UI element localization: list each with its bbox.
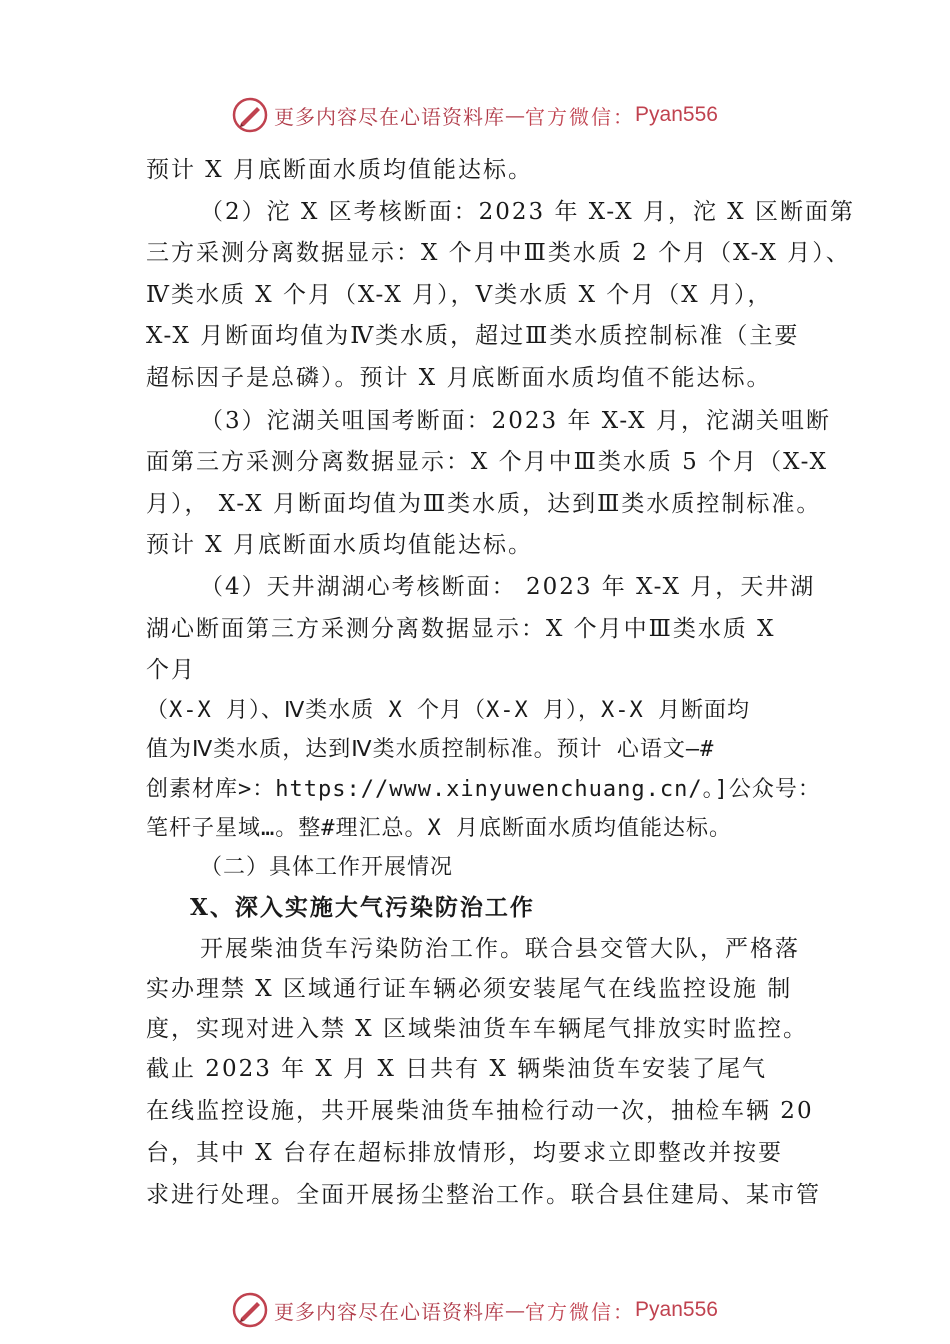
header-watermark-banner — [0, 95, 950, 135]
banner-brand-text: 更多内容尽在心语资料库 — [274, 104, 506, 129]
text-line: （4）天井湖湖心考核断面： 2023 年 X-X 月，天井湖 — [200, 574, 816, 600]
text-line: 台，其中 X 台存在超标排放情形，均要求立即整改并按要 — [146, 1140, 783, 1166]
text-line: 开展柴油货车污染防治工作。联合县交管大队，严格落 — [200, 936, 800, 962]
banner-brand-text: 更多内容尽在心语资料库 — [274, 1299, 506, 1324]
text-line: （3）沱湖关咀国考断面：2023 年 X-X 月，沱湖关咀断 — [200, 408, 831, 434]
text-line: 笔杆子星域…。整#理汇总。X 月底断面水质均值能达标。 — [146, 816, 732, 841]
text-line: 实办理禁 X 区域通行证车辆必须安装尾气在线监控设施 制 — [146, 976, 793, 1002]
text-line: 湖心断面第三方采测分离数据显示：X 个月中Ⅲ类水质 X — [146, 616, 776, 642]
text-line: 求进行处理。全面开展扬尘整治工作。联合县住建局、某市管 — [146, 1182, 821, 1208]
text-line: 创素材库>：https://www.xinyuwenchuang.cn/。]公众号： — [146, 777, 821, 802]
text-line: 预计 X 月底断面水质均值能达标。 — [146, 532, 533, 558]
banner-wechat-label: 官方微信： — [525, 1299, 636, 1324]
footer-watermark-banner — [0, 1290, 950, 1330]
text-line: 个月 — [146, 657, 196, 683]
text-line: X-X 月断面均值为Ⅳ类水质，超过Ⅲ类水质控制标准（主要 — [146, 323, 800, 349]
text-line: 预计 X 月底断面水质均值能达标。 — [146, 157, 533, 183]
banner-wechat-id: Pyan556 — [635, 1298, 718, 1321]
section-heading: （二）具体工作开展情况 — [200, 855, 454, 880]
subsection-heading: X、深入实施大气污染防治工作 — [190, 894, 535, 921]
banner-separator: — — [505, 103, 526, 127]
text-line: 三方采测分离数据显示：X 个月中Ⅲ类水质 2 个月（X-X 月）、 — [146, 240, 851, 266]
text-line: Ⅳ类水质 X 个月（X-X 月），Ⅴ类水质 X 个月（X 月）， — [146, 282, 773, 308]
text-line: 面第三方采测分离数据显示：X 个月中Ⅲ类水质 5 个月（X-X — [146, 449, 829, 475]
logo-icon — [232, 1292, 268, 1328]
text-line: 月）， X-X 月断面均值为Ⅲ类水质，达到Ⅲ类水质控制标准。 — [146, 491, 822, 517]
text-line: 在线监控设施，共开展柴油货车抽检行动一次，抽检车辆 20 — [146, 1098, 814, 1124]
text-line: 度，实现对进入禁 X 区域柴油货车车辆尾气排放实时监控。 — [146, 1016, 808, 1042]
banner-wechat-id: Pyan556 — [635, 103, 718, 126]
text-line: 超标因子是总磷）。预计 X 月底断面水质均值不能达标。 — [146, 365, 772, 391]
text-line: 值为Ⅳ类水质，达到Ⅳ类水质控制标准。预计 心语文—# — [146, 737, 715, 762]
text-line: （2）沱 X 区考核断面：2023 年 X-X 月，沱 X 区断面第 — [200, 199, 855, 225]
text-line: （X-X 月）、Ⅳ类水质 X 个月（X-X 月），X-X 月断面均 — [146, 698, 750, 723]
text-line: 截止 2023 年 X 月 X 日共有 X 辆柴油货车安装了尾气 — [146, 1056, 768, 1082]
banner-wechat-label: 官方微信： — [525, 104, 636, 129]
banner-separator: — — [505, 1298, 526, 1322]
logo-icon — [232, 97, 268, 133]
